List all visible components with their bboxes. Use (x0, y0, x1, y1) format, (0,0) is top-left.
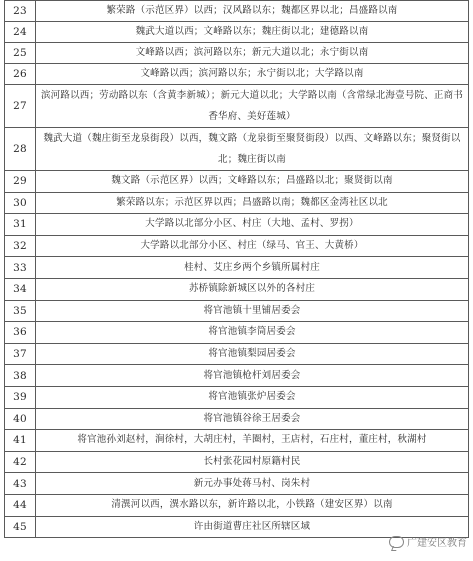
row-number: 37 (5, 343, 36, 365)
district-description: 繁荣路以东；示范区界以西；昌盛路以南；魏都区金湾社区以北 (36, 192, 469, 214)
row-number: 26 (5, 64, 36, 85)
row-number: 41 (5, 430, 36, 452)
row-number: 43 (5, 473, 36, 495)
district-description: 魏武大道（魏庄街至龙泉街段）以西，魏文路（龙泉街至聚贤街段）以西、文峰路以东；聚贤街以北；魏庄街以南 (36, 128, 469, 171)
row-number: 44 (5, 494, 36, 516)
district-description: 长村张花园村原籍村民 (36, 451, 469, 473)
watermark (389, 534, 467, 549)
table-row (5, 494, 469, 516)
table-row (5, 365, 469, 387)
row-number: 27 (5, 85, 36, 128)
watermark-text: 广建安区教育 (407, 538, 467, 549)
table-row (5, 322, 469, 344)
table-row (5, 343, 469, 365)
district-description: 文峰路以西；滨河路以东；永宁街以北；大学路以南 (36, 64, 469, 85)
row-number: 45 (5, 516, 36, 538)
row-number: 25 (5, 43, 36, 64)
table-row (5, 257, 469, 279)
district-table-body (5, 1, 469, 538)
row-number: 23 (5, 1, 36, 22)
table-row (5, 192, 469, 214)
district-description: 滨河路以西；劳动路以东（含黄李新城）；新元大道以北；大学路以南（含常绿北海壹号院、正商书香华府、美好莲城） (36, 85, 469, 128)
row-number: 34 (5, 278, 36, 300)
table-row (5, 1, 469, 22)
table-row (5, 235, 469, 257)
district-description: 将官池镇梨园居委会 (36, 343, 469, 365)
district-description: 将官池镇枪杆刘居委会 (36, 365, 469, 387)
district-description: 许由街道曹庄社区所辖区域 (36, 516, 469, 538)
row-number: 33 (5, 257, 36, 279)
table-row (5, 408, 469, 430)
row-number: 28 (5, 128, 36, 171)
row-number: 32 (5, 235, 36, 257)
row-number: 30 (5, 192, 36, 214)
district-description: 清潩河以西，潩水路以东，新许路以北，小铁路（建安区界）以南 (36, 494, 469, 516)
district-description: 文峰路以西；滨河路以东；新元大道以北；永宁街以南 (36, 43, 469, 64)
row-number: 39 (5, 386, 36, 408)
district-description: 将官池镇李筒居委会 (36, 322, 469, 344)
table-row (5, 278, 469, 300)
district-description: 将官池孙刘赵村，涧徐村，大胡庄村，羊圈村，王店村，石庄村，董庄村，秋湖村 (36, 430, 469, 452)
district-description: 大学路以北部分小区、村庄（大地、孟村、罗拐） (36, 214, 469, 236)
table-row (5, 22, 469, 43)
table-row (5, 128, 469, 171)
district-description: 将官池镇十里铺居委会 (36, 300, 469, 322)
table-row (5, 473, 469, 495)
district-description: 桂村、艾庄乡两个乡镇所属村庄 (36, 257, 469, 279)
table-row (5, 171, 469, 193)
district-description: 将官池镇谷徐王居委会 (36, 408, 469, 430)
row-number: 36 (5, 322, 36, 344)
district-description: 大学路以北部分小区、村庄（绿马、官王、大黄桥） (36, 235, 469, 257)
table-row (5, 43, 469, 64)
row-number: 24 (5, 22, 36, 43)
district-description: 新元办事处蒋马村、岗朱村 (36, 473, 469, 495)
district-description: 繁荣路（示范区界）以西；汉风路以东；魏都区界以北；昌盛路以南 (36, 1, 469, 22)
table-row (5, 64, 469, 85)
row-number: 35 (5, 300, 36, 322)
district-table (4, 0, 469, 538)
table-row (5, 300, 469, 322)
district-description: 魏武大道以西；文峰路以东；魏庄街以北；建德路以南 (36, 22, 469, 43)
row-number: 31 (5, 214, 36, 236)
table-row (5, 451, 469, 473)
table-row (5, 386, 469, 408)
district-description: 魏文路（示范区界）以西；文峰路以东；昌盛路以北；聚贤街以南 (36, 171, 469, 193)
district-description: 将官池镇张炉居委会 (36, 386, 469, 408)
table-row (5, 85, 469, 128)
row-number: 38 (5, 365, 36, 387)
wechat-icon (389, 536, 404, 548)
district-description: 苏桥镇除新城区以外的各村庄 (36, 278, 469, 300)
row-number: 40 (5, 408, 36, 430)
row-number: 42 (5, 451, 36, 473)
table-row (5, 214, 469, 236)
row-number: 29 (5, 171, 36, 193)
table-row (5, 430, 469, 452)
